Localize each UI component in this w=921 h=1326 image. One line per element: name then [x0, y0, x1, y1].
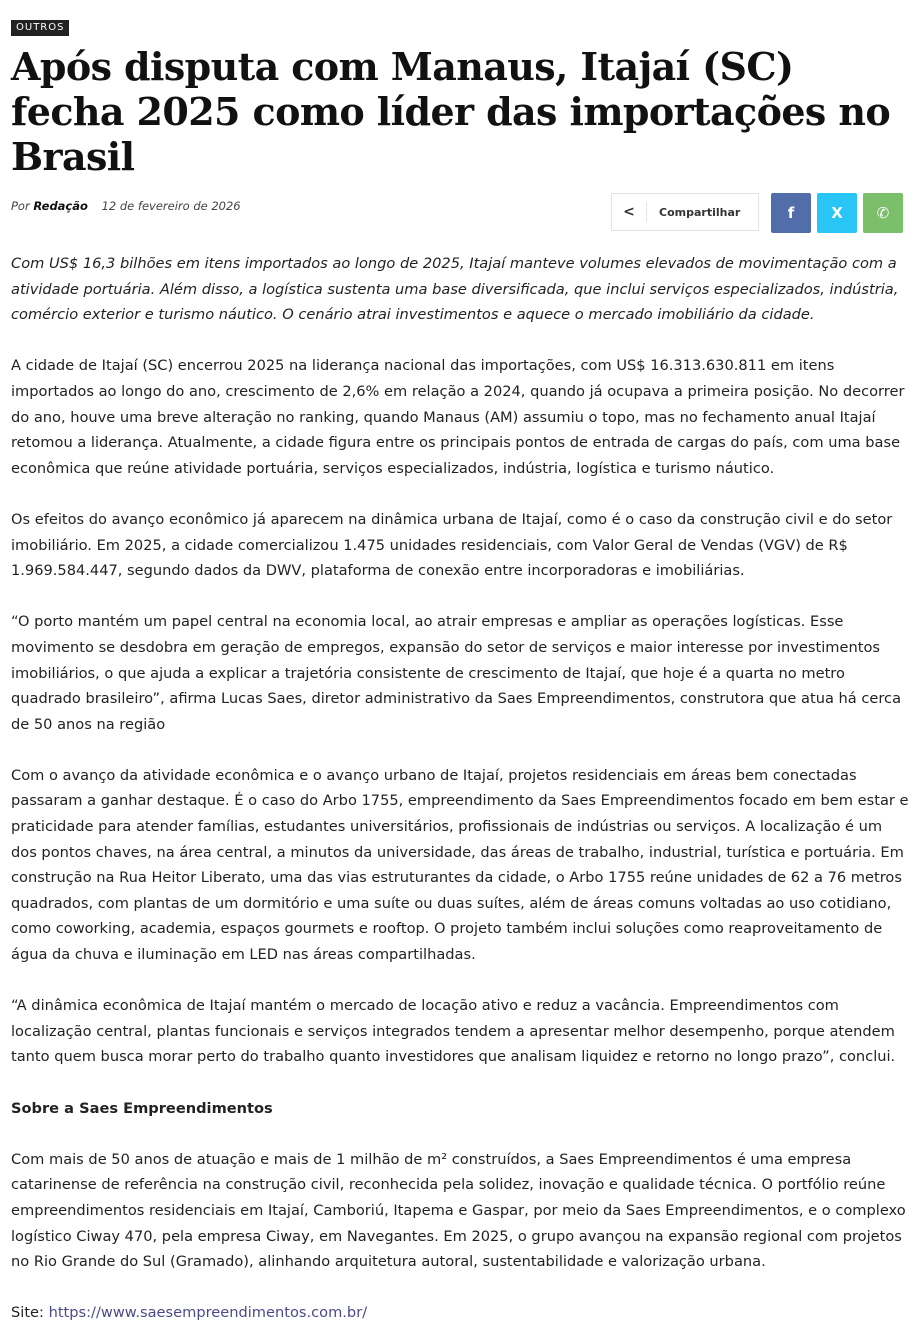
paragraph: Os efeitos do avanço econômico já aparecem na dinâmica urbana de Itajaí, como é o caso da construção civil e do setor imobiliário. Em 2025, a cidade comercializou 1.475 unidades residenciais, com Valor Geral de Vendas (VGV) de R$ 1.969.584.447, segundo dados da DWV, plataforma de conexão entre incorporadoras e imobiliárias.: [11, 510, 893, 580]
whatsapp-icon: ✆: [876, 204, 890, 222]
about-paragraph: Com mais de 50 anos de atuação e mais de 1 milhão de m² construídos, a Saes Empreendimentos é uma empresa catarinense de referência na construção civil, reconhecida pela solidez, inovação e qualidade técnica. O portfólio reúne empreendimentos residenciais em Itajaí, Camboriú, Itapema e Gaspar, por meio da Saes Empreendimentos, e o complexo logístico Ciway 470, pela empresa Ciway, em Navegantes. Em 2025, o grupo avançou na expansão regional com projetos no Rio Grande do Sul (Gramado), alinhando arquitetura autoral, sustentabilidade e valorização urbana.: [11, 1150, 906, 1271]
publish-date: 12 de fevereiro de 2026: [101, 199, 241, 213]
paragraph: “O porto mantém um papel central na economia local, ao atrair empresas e ampliar as operações logísticas. Esse movimento se desdobra em geração de empregos, expansão do setor de serviços e maior interesse por investimentos imobiliários, o que ajuda a explicar a trajetória consistente de crescimento de Itajaí, que hoje é a quarta no metro quadrado brasileiro”, afirma Lucas Saes, diretor administrativo da Saes Empreendimentos, construtora que atua há cerca de 50 anos na região: [11, 613, 902, 733]
about-heading: Sobre a Saes Empreendimentos: [11, 1099, 273, 1117]
site-label: Site:: [11, 1304, 44, 1322]
share-icon: <: [612, 202, 647, 222]
article-title: Após disputa com Manaus, Itajaí (SC) fecha 2025 como líder das importações no Brasil: [11, 44, 891, 179]
facebook-icon: f: [787, 204, 795, 222]
site-line: [11, 1300, 910, 1326]
paragraph: Com o avanço da atividade econômica e o avanço urbano de Itajaí, projetos residenciais em áreas bem conectadas passaram a ganhar destaque. É o caso do Arbo 1755, empreendimento da Saes Empreendimentos focado em bem estar e praticidade para atender famílias, estudantes universitários, profissionais de indústrias ou serviços. A localização é um dos pontos chaves, na área central, a minutos da universidade, das áreas de trabalho, industrial, turística e portuária. Em construção na Rua Heitor Liberato, uma das vias estruturantes da cidade, o Arbo 1755 reúne unidades de 62 a 76 metros quadrados, com plantas de um dormitório e uma suíte ou duas suítes, além de áreas comuns voltadas ao uso cotidiano, como coworking, academia, espaços gourmets e rooftop. O projeto também inclui soluções como reaproveitamento de água da chuva e iluminação em LED nas áreas compartilhadas.: [11, 766, 909, 964]
x-icon: X: [831, 204, 843, 222]
site-link[interactable]: https://www.saesempreendimentos.com.br/: [48, 1304, 368, 1322]
article-intro: Com US$ 16,3 bilhões em itens importados ao longo de 2025, Itajaí manteve volumes elevados de movimentação com a atividade portuária. Além disso, a logística sustenta uma base diversificada, que inclui serviços especializados, indústria, comércio exterior e turismo náutico. O cenário atrai investimentos e aquece o mercado imobiliário da cidade.: [11, 255, 899, 324]
author-link[interactable]: Redação: [33, 199, 88, 213]
byline-prefix: Por: [11, 199, 30, 213]
x-share-button[interactable]: [817, 193, 857, 233]
article-meta: [11, 189, 910, 239]
whatsapp-share-button[interactable]: [863, 193, 903, 233]
facebook-share-button[interactable]: [771, 193, 811, 233]
byline: [11, 199, 241, 213]
paragraph: A cidade de Itajaí (SC) encerrou 2025 na liderança nacional das importações, com US$ 16.313.630.811 em itens importados ao longo do ano, crescimento de 2,6% em relação a 2024, quando já ocupava a primeira posição. No decorrer do ano, houve uma breve alteração no ranking, quando Manaus (AM) assumiu o topo, mas no fechamento anual Itajaí retomou a liderança. Atualmente, a cidade figura entre os principais pontos de entrada de cargas do país, com uma base econômica que reúne atividade portuária, serviços especializados, indústria, logística e turismo náutico.: [11, 357, 905, 477]
share-button[interactable]: [611, 193, 759, 231]
paragraph: “A dinâmica econômica de Itajaí mantém o mercado de locação ativo e reduz a vacância. Empreendimentos com localização central, plantas funcionais e serviços integrados tendem a apresentar melhor desempenho, porque atendem tanto quem busca morar perto do trabalho quanto investidores que analisam liquidez e retorno no longo prazo”, conclui.: [11, 997, 896, 1066]
category-badge[interactable]: OUTROS: [11, 20, 69, 36]
share-label: Compartilhar: [659, 205, 741, 219]
